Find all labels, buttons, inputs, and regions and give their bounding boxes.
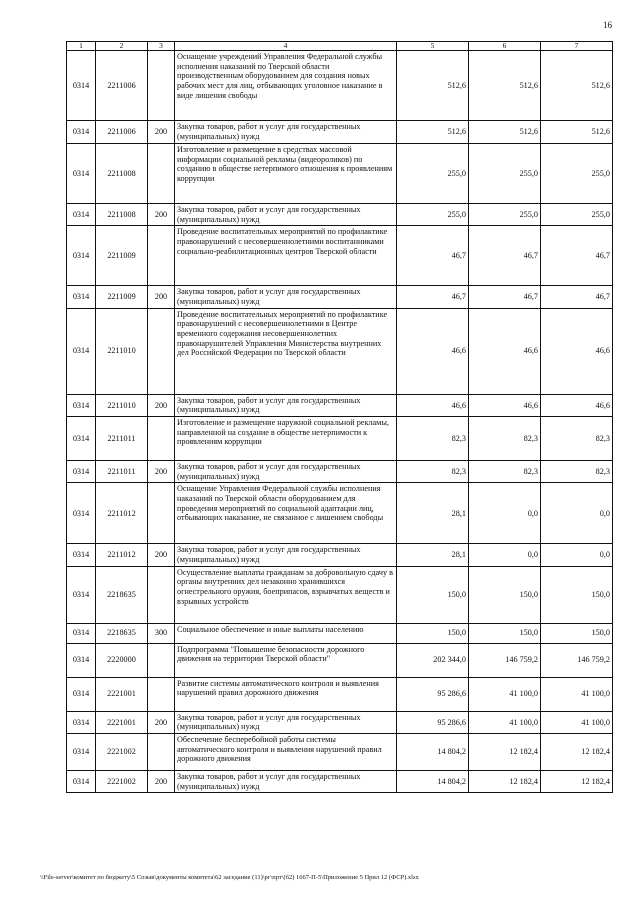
item-name: Закупка товаров, работ и услуг для государственных (муниципальных) нужд: [175, 771, 397, 793]
amount-year-3: 255,0: [541, 144, 613, 204]
amount-year-3: 82,3: [541, 417, 613, 461]
expense-type-code: 200: [148, 121, 175, 144]
section-code: 0314: [67, 643, 96, 677]
amount-year-2: 41 100,0: [469, 711, 541, 733]
amount-year-1: 255,0: [397, 144, 469, 204]
column-number: 2: [96, 42, 148, 51]
column-number: 6: [469, 42, 541, 51]
amount-year-3: 46,7: [541, 286, 613, 308]
column-number: 4: [175, 42, 397, 51]
amount-year-1: 46,7: [397, 286, 469, 308]
amount-year-3: 12 182,4: [541, 771, 613, 793]
expense-type-code: 300: [148, 623, 175, 643]
table-row: [67, 144, 613, 204]
budget-table: [66, 41, 613, 793]
table-row: [67, 461, 613, 483]
table-row: [67, 226, 613, 286]
expense-type-code: [148, 144, 175, 204]
item-name: Закупка товаров, работ и услуг для государственных (муниципальных) нужд: [175, 544, 397, 566]
amount-year-3: 0,0: [541, 544, 613, 566]
table-row: [67, 394, 613, 416]
amount-year-3: 150,0: [541, 623, 613, 643]
amount-year-3: 46,7: [541, 226, 613, 286]
table-row: [67, 483, 613, 544]
target-article-code: 2221002: [96, 771, 148, 793]
amount-year-3: 46,6: [541, 394, 613, 416]
table-row: [67, 771, 613, 793]
expense-type-code: [148, 483, 175, 544]
amount-year-3: 512,6: [541, 121, 613, 144]
amount-year-2: 12 182,4: [469, 771, 541, 793]
section-code: 0314: [67, 734, 96, 771]
item-name: Развитие системы автоматического контроля и выявления нарушений правил дорожного движения: [175, 677, 397, 711]
target-article-code: 2221001: [96, 677, 148, 711]
item-name: Закупка товаров, работ и услуг для государственных (муниципальных) нужд: [175, 286, 397, 308]
expense-type-code: [148, 308, 175, 394]
section-code: 0314: [67, 544, 96, 566]
table-row: [67, 623, 613, 643]
expense-type-code: 200: [148, 544, 175, 566]
table-row: [67, 544, 613, 566]
amount-year-1: 512,6: [397, 121, 469, 144]
column-number: 1: [67, 42, 96, 51]
amount-year-1: 46,6: [397, 308, 469, 394]
section-code: 0314: [67, 566, 96, 623]
amount-year-2: 46,6: [469, 308, 541, 394]
expense-type-code: 200: [148, 461, 175, 483]
section-code: 0314: [67, 677, 96, 711]
amount-year-1: 14 804,2: [397, 734, 469, 771]
section-code: 0314: [67, 711, 96, 733]
target-article-code: 2220000: [96, 643, 148, 677]
table-row: [67, 204, 613, 226]
target-article-code: 2211009: [96, 226, 148, 286]
target-article-code: 2218635: [96, 623, 148, 643]
amount-year-2: 255,0: [469, 204, 541, 226]
item-name: Социальное обеспечение и иные выплаты населению: [175, 623, 397, 643]
item-name: Оснащение учреждений Управления Федеральной службы исполнения наказаний по Тверской области производственным оборудованием для создания новых рабочих мест для лиц, отбывающих уголовное наказание в виде лишения свободы: [175, 51, 397, 121]
target-article-code: 2211006: [96, 121, 148, 144]
amount-year-1: 202 344,0: [397, 643, 469, 677]
amount-year-1: 14 804,2: [397, 771, 469, 793]
amount-year-1: 82,3: [397, 461, 469, 483]
item-name: Подпрограмма "Повышение безопасности дорожного движения на территории Тверской области": [175, 643, 397, 677]
amount-year-3: 146 759,2: [541, 643, 613, 677]
target-article-code: 2211012: [96, 483, 148, 544]
table-row: [67, 417, 613, 461]
target-article-code: 2211009: [96, 286, 148, 308]
target-article-code: 2211011: [96, 417, 148, 461]
amount-year-3: 41 100,0: [541, 711, 613, 733]
amount-year-3: 46,6: [541, 308, 613, 394]
item-name: Осуществление выплаты гражданам за добровольную сдачу в органы внутренних дел незаконно хранившихся огнестрельного оружия, боеприпасов, взрывчатых веществ и взрывных устройств: [175, 566, 397, 623]
item-name: Обеспечение бесперебойной работы системы автоматического контроля и выявления нарушений правил дорожного движения: [175, 734, 397, 771]
amount-year-3: 0,0: [541, 483, 613, 544]
item-name: Изготовление и размещение наружной социальной рекламы, направленной на создание в обществе нетерпимости к проявлениям коррупции: [175, 417, 397, 461]
amount-year-2: 512,6: [469, 51, 541, 121]
file-path-footer: \\File-server\комитет по бюджету\5 Созыв\документы комитета\62 заседание (11)\рг\прт\(62) 1667-П-5\Приложение 5 Прил 12 (ФСР).xlsx: [40, 874, 419, 881]
amount-year-2: 0,0: [469, 544, 541, 566]
column-number: 5: [397, 42, 469, 51]
section-code: 0314: [67, 417, 96, 461]
expense-type-code: [148, 417, 175, 461]
amount-year-3: 82,3: [541, 461, 613, 483]
column-number: 3: [148, 42, 175, 51]
amount-year-1: 512,6: [397, 51, 469, 121]
section-code: 0314: [67, 226, 96, 286]
table-row: [67, 566, 613, 623]
section-code: 0314: [67, 461, 96, 483]
item-name: Закупка товаров, работ и услуг для государственных (муниципальных) нужд: [175, 204, 397, 226]
target-article-code: 2211010: [96, 308, 148, 394]
target-article-code: 2211006: [96, 51, 148, 121]
section-code: 0314: [67, 286, 96, 308]
target-article-code: 2211008: [96, 144, 148, 204]
table-row: [67, 308, 613, 394]
amount-year-2: 46,7: [469, 286, 541, 308]
expense-type-code: 200: [148, 204, 175, 226]
amount-year-2: 12 182,4: [469, 734, 541, 771]
expense-type-code: [148, 51, 175, 121]
column-number-row: [67, 42, 613, 51]
table-row: [67, 121, 613, 144]
amount-year-3: 512,6: [541, 51, 613, 121]
target-article-code: 2211008: [96, 204, 148, 226]
amount-year-1: 46,7: [397, 226, 469, 286]
table-row: [67, 711, 613, 733]
amount-year-2: 82,3: [469, 417, 541, 461]
amount-year-1: 95 286,6: [397, 711, 469, 733]
amount-year-1: 150,0: [397, 623, 469, 643]
item-name: Оснащение Управления Федеральной службы исполнения наказаний по Тверской области оборудованием для проведения мероприятий по социальной адаптации лиц, отбывающих наказание, не связанное с лишением свободы: [175, 483, 397, 544]
item-name: Проведение воспитательных мероприятий по профилактике правонарушений с несовершеннолетними в Центре временного содержания несовершеннолетних правонарушителей Управления Министерства внутренних дел Российской Федерации по Тверской области: [175, 308, 397, 394]
expense-type-code: [148, 226, 175, 286]
expense-type-code: [148, 566, 175, 623]
expense-type-code: [148, 734, 175, 771]
amount-year-1: 28,1: [397, 544, 469, 566]
column-number: 7: [541, 42, 613, 51]
section-code: 0314: [67, 308, 96, 394]
amount-year-2: 46,7: [469, 226, 541, 286]
amount-year-1: 82,3: [397, 417, 469, 461]
item-name: Изготовление и размещение в средствах массовой информации социальной рекламы (видеороликов) по созданию в обществе нетерпимого отношения к проявлениям коррупции: [175, 144, 397, 204]
target-article-code: 2218635: [96, 566, 148, 623]
amount-year-2: 255,0: [469, 144, 541, 204]
section-code: 0314: [67, 483, 96, 544]
amount-year-1: 46,6: [397, 394, 469, 416]
section-code: 0314: [67, 394, 96, 416]
section-code: 0314: [67, 771, 96, 793]
table-row: [67, 643, 613, 677]
amount-year-1: 150,0: [397, 566, 469, 623]
item-name: Закупка товаров, работ и услуг для государственных (муниципальных) нужд: [175, 711, 397, 733]
amount-year-2: 0,0: [469, 483, 541, 544]
expense-type-code: 200: [148, 286, 175, 308]
table-row: [67, 677, 613, 711]
table-row: [67, 286, 613, 308]
page-number: 16: [603, 20, 612, 30]
section-code: 0314: [67, 204, 96, 226]
amount-year-1: 28,1: [397, 483, 469, 544]
section-code: 0314: [67, 121, 96, 144]
section-code: 0314: [67, 51, 96, 121]
item-name: Закупка товаров, работ и услуг для государственных (муниципальных) нужд: [175, 394, 397, 416]
amount-year-2: 146 759,2: [469, 643, 541, 677]
amount-year-3: 150,0: [541, 566, 613, 623]
item-name: Закупка товаров, работ и услуг для государственных (муниципальных) нужд: [175, 461, 397, 483]
target-article-code: 2211010: [96, 394, 148, 416]
item-name: Закупка товаров, работ и услуг для государственных (муниципальных) нужд: [175, 121, 397, 144]
amount-year-2: 46,6: [469, 394, 541, 416]
amount-year-2: 82,3: [469, 461, 541, 483]
amount-year-1: 95 286,6: [397, 677, 469, 711]
target-article-code: 2221002: [96, 734, 148, 771]
table-row: [67, 734, 613, 771]
amount-year-2: 150,0: [469, 566, 541, 623]
table-row: [67, 51, 613, 121]
amount-year-3: 41 100,0: [541, 677, 613, 711]
expense-type-code: [148, 643, 175, 677]
expense-type-code: [148, 677, 175, 711]
target-article-code: 2211011: [96, 461, 148, 483]
amount-year-3: 255,0: [541, 204, 613, 226]
amount-year-2: 41 100,0: [469, 677, 541, 711]
amount-year-1: 255,0: [397, 204, 469, 226]
section-code: 0314: [67, 623, 96, 643]
expense-type-code: 200: [148, 711, 175, 733]
target-article-code: 2211012: [96, 544, 148, 566]
amount-year-2: 512,6: [469, 121, 541, 144]
target-article-code: 2221001: [96, 711, 148, 733]
expense-type-code: 200: [148, 394, 175, 416]
amount-year-2: 150,0: [469, 623, 541, 643]
section-code: 0314: [67, 144, 96, 204]
item-name: Проведение воспитательных мероприятий по профилактике правонарушений с несовершеннолетними воспитанниками социально-реабилитационных центров Тверской области: [175, 226, 397, 286]
expense-type-code: 200: [148, 771, 175, 793]
amount-year-3: 12 182,4: [541, 734, 613, 771]
